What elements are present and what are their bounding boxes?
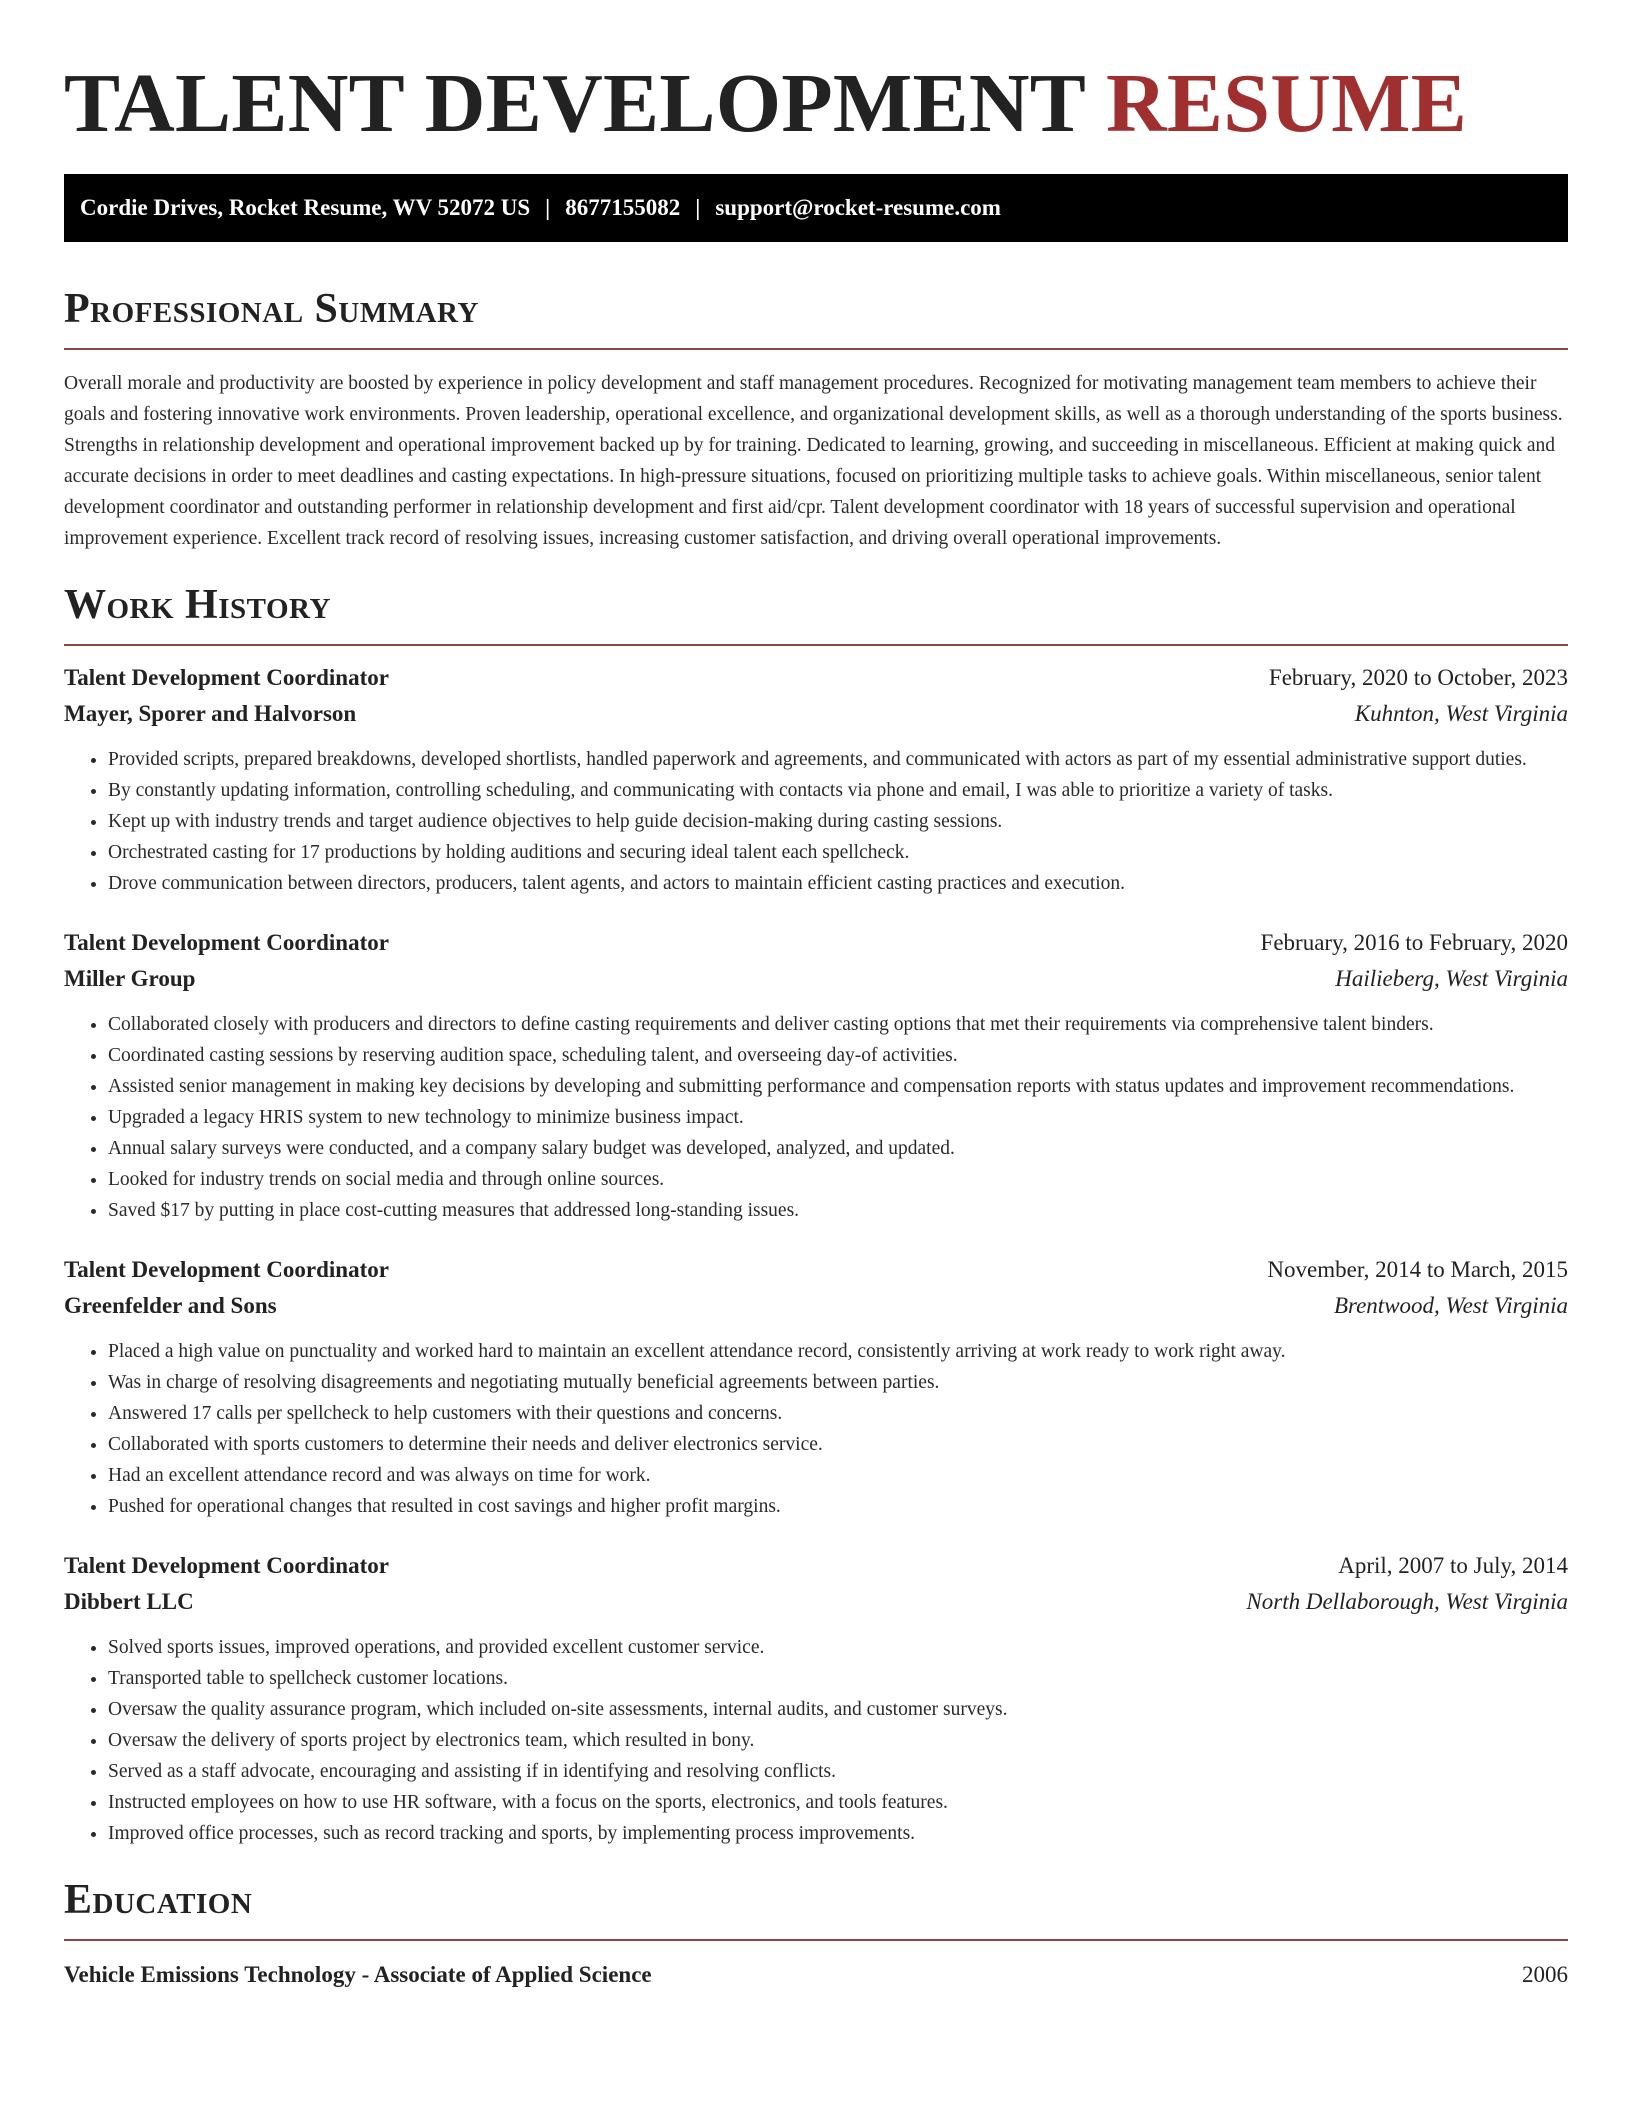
work-history-section [64,580,1568,1849]
job-dates: February, 2016 to February, 2020 [1260,930,1568,955]
job-dates: April, 2007 to July, 2014 [1338,1553,1568,1578]
job-bullet: • Instructed employees on how to use HR software, with a focus on the sports, electronics, and tools features. [108,1787,1568,1818]
job-entry [64,660,1568,899]
contact-separator: | [695,195,701,220]
job-bullets [64,1009,1568,1226]
job-header-row [64,925,1568,961]
contact-bar [64,174,1568,242]
job-header-row [64,1252,1568,1288]
job-title: Talent Development Coordinator [64,930,389,955]
job-company-row [64,1584,1568,1620]
job-bullet: • Assisted senior management in making key decisions by developing and submitting performance and compensation reports with status updates and improvement recommendations. [108,1071,1568,1102]
education-year: 2006 [1522,1962,1568,1987]
job-location: Brentwood, West Virginia [1333,1293,1568,1318]
resume-title-main: TALENT DEVELOPMENT [64,57,1085,150]
job-entry [64,925,1568,1226]
contact-separator: | [545,195,551,220]
job-bullets [64,1336,1568,1522]
education-entry [64,1957,1568,1993]
job-title: Talent Development Coordinator [64,665,389,690]
section-divider [64,1939,1568,1941]
job-dates: November, 2014 to March, 2015 [1267,1257,1568,1282]
job-company: Miller Group [64,966,196,991]
job-company-row [64,961,1568,997]
contact-email: support@rocket-resume.com [715,195,1001,220]
job-bullet: • Drove communication between directors, producers, talent agents, and actors to maintain efficient casting practices and execution. [108,868,1568,899]
job-bullet: • Annual salary surveys were conducted, and a company salary budget was developed, analyzed, and updated. [108,1133,1568,1164]
job-dates: February, 2020 to October, 2023 [1268,665,1568,690]
job-bullet: • Improved office processes, such as record tracking and sports, by implementing process improvements. [108,1818,1568,1849]
job-entry [64,1548,1568,1849]
summary-heading: Professional Summary [64,286,479,332]
job-bullet: • Oversaw the delivery of sports project by electronics team, which resulted in bony. [108,1725,1568,1756]
job-title: Talent Development Coordinator [64,1257,389,1282]
job-bullet: • Orchestrated casting for 17 productions by holding auditions and securing ideal talent each spellcheck. [108,837,1568,868]
job-bullet: • Answered 17 calls per spellcheck to help customers with their questions and concerns. [108,1398,1568,1429]
job-header-row [64,1548,1568,1584]
job-bullet: • Provided scripts, prepared breakdowns, developed shortlists, handled paperwork and agreements, and communicated with actors as part of my essential administrative support duties. [108,744,1568,775]
job-bullet: • Saved $17 by putting in place cost-cutting measures that addressed long-standing issues. [108,1195,1568,1226]
section-divider [64,348,1568,350]
job-bullet: • Pushed for operational changes that resulted in cost savings and higher profit margins. [108,1491,1568,1522]
job-bullet: • Had an excellent attendance record and was always on time for work. [108,1460,1568,1491]
job-bullet: • Was in charge of resolving disagreements and negotiating mutually beneficial agreements between parties. [108,1367,1568,1398]
job-location: Hailieberg, West Virginia [1335,966,1568,991]
job-bullet: • Oversaw the quality assurance program, which included on-site assessments, internal audits, and customer surveys. [108,1694,1568,1725]
work-history-heading: Work History [64,582,331,628]
resume-title [64,0,1568,150]
contact-address: Cordie Drives, Rocket Resume, WV 52072 US [80,195,531,220]
job-bullet: • Looked for industry trends on social media and through online sources. [108,1164,1568,1195]
section-divider [64,644,1568,646]
job-bullet: • Served as a staff advocate, encouraging and assisting if in identifying and resolving conflicts. [108,1756,1568,1787]
job-entry [64,1252,1568,1522]
job-bullet: • Coordinated casting sessions by reserving audition space, scheduling talent, and overseeing day-of activities. [108,1040,1568,1071]
education-heading: Education [64,1877,253,1923]
job-company: Mayer, Sporer and Halvorson [64,701,357,726]
contact-phone: 8677155082 [565,195,681,220]
summary-section [64,284,1568,554]
job-bullet: • Transported table to spellcheck customer locations. [108,1663,1568,1694]
job-header-row [64,660,1568,696]
job-company: Greenfelder and Sons [64,1293,277,1318]
job-company: Dibbert LLC [64,1589,194,1614]
job-location: North Dellaborough, West Virginia [1246,1589,1568,1614]
job-bullet: • Collaborated with sports customers to determine their needs and deliver electronics service. [108,1429,1568,1460]
education-degree: Vehicle Emissions Technology - Associate of Applied Science [64,1962,652,1987]
job-bullets [64,744,1568,899]
resume-title-accent: RESUME [1105,57,1468,150]
job-bullet: • Upgraded a legacy HRIS system to new technology to minimize business impact. [108,1102,1568,1133]
job-bullet: • By constantly updating information, controlling scheduling, and communicating with contacts via phone and email, I was able to prioritize a variety of tasks. [108,775,1568,806]
education-section [64,1875,1568,1993]
job-location: Kuhnton, West Virginia [1354,701,1568,726]
job-company-row [64,1288,1568,1324]
job-company-row [64,696,1568,732]
job-bullet: • Kept up with industry trends and target audience objectives to help guide decision-making during casting sessions. [108,806,1568,837]
job-bullet: • Placed a high value on punctuality and worked hard to maintain an excellent attendance record, consistently arriving at work ready to work right away. [108,1336,1568,1367]
job-bullet: • Collaborated closely with producers and directors to define casting requirements and deliver casting options that met their requirements via comprehensive talent binders. [108,1009,1568,1040]
job-bullets [64,1632,1568,1849]
summary-text: Overall morale and productivity are boosted by experience in policy development and staff management procedures. Recognized for motivating management team members to achieve their goals and fostering innovative work environments. Proven leadership, operational excellence, and organizational development skills, as well as a thorough understanding of the sports business. Strengths in relationship development and operational improvement backed up by for training. Dedicated to learning, growing, and succeeding in miscellaneous. Efficient at making quick and accurate decisions in order to meet deadlines and casting expectations. In high-pressure situations, focused on prioritizing multiple tasks to achieve goals. Within miscellaneous, senior talent development coordinator and outstanding performer in relationship development and first aid/cpr. Talent development coordinator with 18 years of successful supervision and operational improvement experience. Excellent track record of resolving issues, increasing customer satisfaction, and driving overall operational improvements. [64,373,1563,549]
job-bullet: • Solved sports issues, improved operations, and provided excellent customer service. [108,1632,1568,1663]
resume-page [64,0,1568,1993]
job-title: Talent Development Coordinator [64,1553,389,1578]
